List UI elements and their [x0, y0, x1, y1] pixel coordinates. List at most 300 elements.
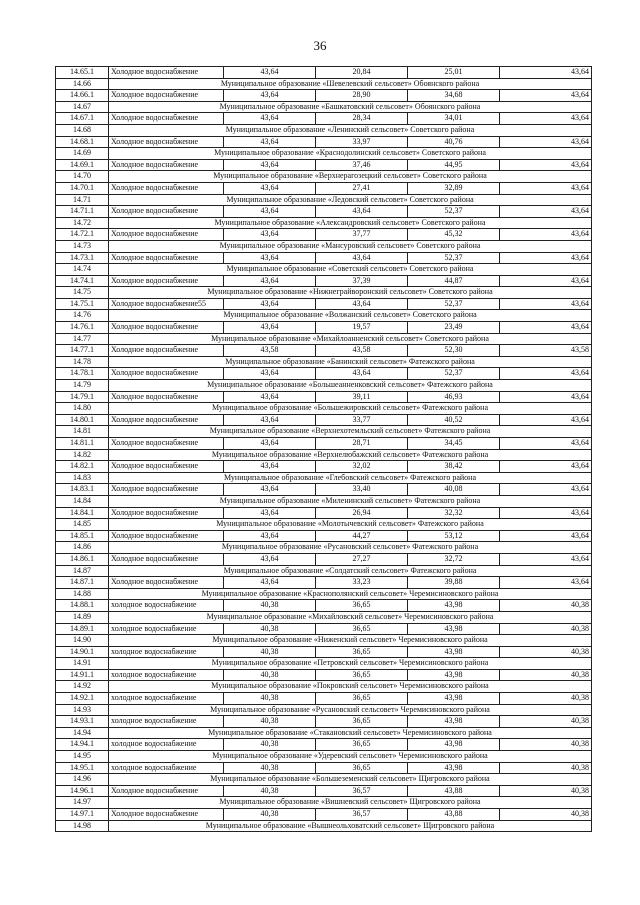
value-cell: 43,64 [500, 438, 592, 450]
value-cell: 40,38 [224, 762, 316, 774]
value-cell: 40,38 [500, 600, 592, 612]
section-header-row [56, 658, 592, 670]
value-cell: 36,65 [316, 600, 408, 612]
value-cell: 43,98 [408, 716, 500, 728]
value-cell: 40,38 [224, 693, 316, 705]
table-row [56, 646, 592, 658]
row-number: 14.80 [56, 403, 109, 415]
value-cell: 52,37 [408, 368, 500, 380]
value-cell: 43,98 [408, 762, 500, 774]
value-cell: 44,87 [408, 275, 500, 287]
row-number: 14.75.1 [56, 298, 109, 310]
value-cell: 40,38 [224, 809, 316, 821]
section-header-row [56, 403, 592, 415]
section-header-row [56, 449, 592, 461]
table-row [56, 252, 592, 264]
service-name: Холодное водоснабжение [109, 252, 224, 264]
row-number: 14.93.1 [56, 716, 109, 728]
value-cell: 43,64 [224, 275, 316, 287]
service-name: Холодное водоснабжение [109, 438, 224, 450]
row-number: 14.70.1 [56, 182, 109, 194]
section-header-row [56, 565, 592, 577]
section-header-row [56, 611, 592, 623]
municipality-title: Муниципальное образование «Краснодолинский сельсовет» Советского района [109, 148, 592, 160]
value-cell: 43,64 [224, 391, 316, 403]
value-cell: 43,64 [224, 206, 316, 218]
service-name: Холодное водоснабжение [109, 182, 224, 194]
row-number: 14.78 [56, 356, 109, 368]
table-row [56, 67, 592, 79]
row-number: 14.96 [56, 774, 109, 786]
value-cell: 20,84 [316, 67, 408, 79]
service-name: Холодное водоснабжение [109, 553, 224, 565]
row-number: 14.80.1 [56, 414, 109, 426]
value-cell: 28,90 [316, 90, 408, 102]
service-name: холодное водоснабжение [109, 762, 224, 774]
value-cell: 44,27 [316, 530, 408, 542]
value-cell: 43,64 [224, 484, 316, 496]
municipality-title: Муниципальное образование «Большеземенский сельсовет» Щигровского района [109, 774, 592, 786]
section-header-row [56, 704, 592, 716]
section-header-row [56, 635, 592, 647]
value-cell: 33,23 [316, 577, 408, 589]
value-cell: 45,32 [408, 229, 500, 241]
service-name: Холодное водоснабжение [109, 484, 224, 496]
service-name: Холодное водоснабжение [109, 322, 224, 334]
municipality-title: Муниципальное образование «Петровский сельсовет» Черемисиновского района [109, 658, 592, 670]
value-cell: 43,64 [224, 322, 316, 334]
row-number: 14.71 [56, 194, 109, 206]
row-number: 14.73.1 [56, 252, 109, 264]
table-row [56, 600, 592, 612]
row-number: 14.67 [56, 101, 109, 113]
row-number: 14.93 [56, 704, 109, 716]
municipality-title: Муниципальное образование «Миленинский сельсовет» Фатежского района [109, 495, 592, 507]
value-cell: 43,64 [500, 229, 592, 241]
table-row [56, 809, 592, 821]
value-cell: 43,58 [316, 345, 408, 357]
section-header-row [56, 217, 592, 229]
row-number: 14.89.1 [56, 623, 109, 635]
value-cell: 43,64 [500, 530, 592, 542]
value-cell: 40,38 [500, 809, 592, 821]
municipality-title: Муниципальное образование «Верхнерагозецкий сельсовет» Советского района [109, 171, 592, 183]
row-number: 14.81.1 [56, 438, 109, 450]
value-cell: 40,38 [500, 669, 592, 681]
value-cell: 43,64 [224, 507, 316, 519]
row-number: 14.69 [56, 148, 109, 160]
section-header-row [56, 588, 592, 600]
row-number: 14.90 [56, 635, 109, 647]
value-cell: 36,65 [316, 762, 408, 774]
value-cell: 43,64 [500, 113, 592, 125]
table-row [56, 206, 592, 218]
row-number: 14.66 [56, 78, 109, 90]
section-header-row [56, 194, 592, 206]
section-header-row [56, 310, 592, 322]
row-number: 14.90.1 [56, 646, 109, 658]
value-cell: 43,98 [408, 693, 500, 705]
service-name: Холодное водоснабжение [109, 345, 224, 357]
table-row [56, 507, 592, 519]
row-number: 14.92 [56, 681, 109, 693]
municipality-title: Муниципальное образование «Большеанненковский сельсовет» Фатежского района [109, 380, 592, 392]
table-row [56, 669, 592, 681]
value-cell: 40,38 [224, 646, 316, 658]
section-header-row [56, 797, 592, 809]
table-row [56, 345, 592, 357]
value-cell: 43,98 [408, 646, 500, 658]
service-name: Холодное водоснабжение [109, 159, 224, 171]
service-name: Холодное водоснабжение [109, 507, 224, 519]
value-cell: 33,77 [316, 414, 408, 426]
row-number: 14.83 [56, 472, 109, 484]
row-number: 14.79.1 [56, 391, 109, 403]
value-cell: 43,64 [500, 136, 592, 148]
tariff-table [55, 66, 592, 832]
value-cell: 43,64 [224, 298, 316, 310]
value-cell: 43,64 [224, 414, 316, 426]
value-cell: 40,38 [500, 646, 592, 658]
value-cell: 43,64 [500, 553, 592, 565]
value-cell: 53,12 [408, 530, 500, 542]
service-name: холодное водоснабжение [109, 623, 224, 635]
value-cell: 27,41 [316, 182, 408, 194]
service-name: холодное водоснабжение [109, 646, 224, 658]
table-row [56, 322, 592, 334]
value-cell: 43,64 [500, 414, 592, 426]
row-number: 14.95.1 [56, 762, 109, 774]
section-header-row [56, 264, 592, 276]
service-name: Холодное водоснабжение [109, 90, 224, 102]
value-cell: 43,64 [500, 182, 592, 194]
value-cell: 46,93 [408, 391, 500, 403]
table-row [56, 414, 592, 426]
service-name: Холодное водоснабжение [109, 414, 224, 426]
value-cell: 27,27 [316, 553, 408, 565]
municipality-title: Муниципальное образование «Нижнеграйворонский сельсовет» Советского района [109, 287, 592, 299]
value-cell: 43,64 [500, 159, 592, 171]
municipality-title: Муниципальное образование «Башкатовский сельсовет» Обоянского района [109, 101, 592, 113]
row-number: 14.85 [56, 519, 109, 531]
value-cell: 36,57 [316, 809, 408, 821]
section-header-row [56, 148, 592, 160]
value-cell: 36,65 [316, 669, 408, 681]
table-row [56, 553, 592, 565]
section-header-row [56, 774, 592, 786]
value-cell: 40,38 [500, 693, 592, 705]
row-number: 14.76.1 [56, 322, 109, 334]
row-number: 14.70 [56, 171, 109, 183]
value-cell: 43,98 [408, 739, 500, 751]
value-cell: 43,64 [500, 368, 592, 380]
table-row [56, 391, 592, 403]
row-number: 14.94.1 [56, 739, 109, 751]
value-cell: 43,64 [316, 252, 408, 264]
table-row [56, 762, 592, 774]
municipality-title: Муниципальное образование «Стакановский сельсовет» Черемисиновского района [109, 727, 592, 739]
value-cell: 32,72 [408, 553, 500, 565]
row-number: 14.73 [56, 240, 109, 252]
table-row [56, 159, 592, 171]
row-number: 14.88.1 [56, 600, 109, 612]
municipality-title: Муниципальное образование «Ленинский сельсовет» Советского района [109, 124, 592, 136]
value-cell: 33,97 [316, 136, 408, 148]
row-number: 14.88 [56, 588, 109, 600]
page-number: 36 [313, 38, 327, 53]
table-row [56, 113, 592, 125]
value-cell: 43,64 [224, 530, 316, 542]
municipality-title: Муниципальное образование «Удеревский сельсовет» Черемисиновского района [109, 751, 592, 763]
municipality-title: Муниципальное образование «Волжанский сельсовет» Советского района [109, 310, 592, 322]
value-cell: 43,88 [408, 809, 500, 821]
value-cell: 43,64 [500, 391, 592, 403]
municipality-title: Муниципальное образование «Русановский сельсовет» Черемисиновского района [109, 704, 592, 716]
row-number: 14.67.1 [56, 113, 109, 125]
value-cell: 40,38 [500, 716, 592, 728]
value-cell: 25,01 [408, 67, 500, 79]
row-number: 14.68.1 [56, 136, 109, 148]
section-header-row [56, 519, 592, 531]
section-header-row [56, 380, 592, 392]
value-cell: 39,11 [316, 391, 408, 403]
service-name: Холодное водоснабжение [109, 113, 224, 125]
table-row [56, 229, 592, 241]
value-cell: 40,08 [408, 484, 500, 496]
value-cell: 40,38 [500, 762, 592, 774]
row-number: 14.87 [56, 565, 109, 577]
row-number: 14.84.1 [56, 507, 109, 519]
row-number: 14.72 [56, 217, 109, 229]
value-cell: 40,38 [500, 739, 592, 751]
municipality-title: Муниципальное образование «Верхнелюбажский сельсовет» Фатежского района [109, 449, 592, 461]
value-cell: 52,37 [408, 206, 500, 218]
row-number: 14.79 [56, 380, 109, 392]
table-row [56, 785, 592, 797]
row-number: 14.92.1 [56, 693, 109, 705]
value-cell: 43,98 [408, 669, 500, 681]
value-cell: 37,39 [316, 275, 408, 287]
value-cell: 40,38 [224, 739, 316, 751]
value-cell: 34,01 [408, 113, 500, 125]
municipality-title: Муниципальное образование «Александровский сельсовет» Советского района [109, 217, 592, 229]
section-header-row [56, 751, 592, 763]
value-cell: 19,57 [316, 322, 408, 334]
table-row [56, 438, 592, 450]
row-number: 14.68 [56, 124, 109, 136]
service-name: холодное водоснабжение [109, 716, 224, 728]
service-name: холодное водоснабжение [109, 669, 224, 681]
value-cell: 43,64 [316, 298, 408, 310]
table-row [56, 693, 592, 705]
service-name: Холодное водоснабжение [109, 368, 224, 380]
row-number: 14.97.1 [56, 809, 109, 821]
value-cell: 40,38 [224, 623, 316, 635]
section-header-row [56, 356, 592, 368]
value-cell: 52,37 [408, 298, 500, 310]
value-cell: 43,64 [224, 368, 316, 380]
value-cell: 36,57 [316, 785, 408, 797]
row-number: 14.87.1 [56, 577, 109, 589]
section-header-row [56, 78, 592, 90]
section-header-row [56, 542, 592, 554]
value-cell: 40,38 [500, 785, 592, 797]
municipality-title: Муниципальное образование «Ниженский сельсовет» Черемисиновского района [109, 635, 592, 647]
section-header-row [56, 681, 592, 693]
section-header-row [56, 171, 592, 183]
value-cell: 43,64 [500, 252, 592, 264]
value-cell: 28,71 [316, 438, 408, 450]
row-number: 14.98 [56, 820, 109, 832]
value-cell: 43,64 [224, 113, 316, 125]
table-row [56, 275, 592, 287]
value-cell: 43,64 [224, 159, 316, 171]
value-cell: 43,64 [224, 229, 316, 241]
row-number: 14.86.1 [56, 553, 109, 565]
row-number: 14.74 [56, 264, 109, 276]
service-name: Холодное водоснабжение [109, 785, 224, 797]
value-cell: 43,64 [316, 206, 408, 218]
municipality-title: Муниципальное образование «Михайловский сельсовет» Черемисиновского района [109, 611, 592, 623]
value-cell: 37,77 [316, 229, 408, 241]
municipality-title: Муниципальное образование «Русановский сельсовет» Фатежского района [109, 542, 592, 554]
service-name: Холодное водоснабжение [109, 275, 224, 287]
service-name: Холодное водоснабжение [109, 206, 224, 218]
value-cell: 43,58 [224, 345, 316, 357]
municipality-title: Муниципальное образование «Михайлоанненский сельсовет» Советского района [109, 333, 592, 345]
service-name: Холодное водоснабжение [109, 809, 224, 821]
section-header-row [56, 240, 592, 252]
value-cell: 37,46 [316, 159, 408, 171]
row-number: 14.91.1 [56, 669, 109, 681]
municipality-title: Муниципальное образование «Глебовский сельсовет» Фатежского района [109, 472, 592, 484]
row-number: 14.91 [56, 658, 109, 670]
row-number: 14.85.1 [56, 530, 109, 542]
value-cell: 36,65 [316, 646, 408, 658]
municipality-title: Муниципальное образование «Советский сельсовет» Советского района [109, 264, 592, 276]
service-name: холодное водоснабжение [109, 600, 224, 612]
service-name: Холодное водоснабжение55 [109, 298, 224, 310]
value-cell: 52,37 [408, 252, 500, 264]
row-number: 14.83.1 [56, 484, 109, 496]
value-cell: 43,64 [224, 67, 316, 79]
row-number: 14.95 [56, 751, 109, 763]
value-cell: 43,64 [500, 322, 592, 334]
value-cell: 43,64 [500, 507, 592, 519]
value-cell: 43,64 [500, 206, 592, 218]
value-cell: 43,64 [500, 484, 592, 496]
value-cell: 44,95 [408, 159, 500, 171]
row-number: 14.75 [56, 287, 109, 299]
value-cell: 34,68 [408, 90, 500, 102]
value-cell: 40,38 [224, 785, 316, 797]
value-cell: 40,76 [408, 136, 500, 148]
table-row [56, 461, 592, 473]
section-header-row [56, 727, 592, 739]
value-cell: 28,34 [316, 113, 408, 125]
row-number: 14.82 [56, 449, 109, 461]
row-number: 14.94 [56, 727, 109, 739]
table-row [56, 623, 592, 635]
section-header-row [56, 426, 592, 438]
value-cell: 43,98 [408, 623, 500, 635]
table-row [56, 182, 592, 194]
value-cell: 43,64 [500, 90, 592, 102]
value-cell: 43,64 [224, 461, 316, 473]
table-row [56, 368, 592, 380]
section-header-row [56, 472, 592, 484]
table-row [56, 716, 592, 728]
value-cell: 32,89 [408, 182, 500, 194]
value-cell: 43,64 [224, 182, 316, 194]
service-name: холодное водоснабжение [109, 739, 224, 751]
service-name: Холодное водоснабжение [109, 136, 224, 148]
section-header-row [56, 333, 592, 345]
value-cell: 32,32 [408, 507, 500, 519]
row-number: 14.89 [56, 611, 109, 623]
value-cell: 26,94 [316, 507, 408, 519]
section-header-row [56, 495, 592, 507]
table-row [56, 577, 592, 589]
municipality-title: Муниципальное образование «Мансуровский сельсовет» Советского района [109, 240, 592, 252]
service-name: Холодное водоснабжение [109, 461, 224, 473]
value-cell: 36,65 [316, 693, 408, 705]
table-row [56, 136, 592, 148]
row-number: 14.65.1 [56, 67, 109, 79]
section-header-row [56, 287, 592, 299]
value-cell: 36,65 [316, 623, 408, 635]
row-number: 14.76 [56, 310, 109, 322]
row-number: 14.97 [56, 797, 109, 809]
value-cell: 43,64 [316, 368, 408, 380]
value-cell: 36,65 [316, 716, 408, 728]
value-cell: 43,98 [408, 600, 500, 612]
value-cell: 40,38 [224, 600, 316, 612]
value-cell: 43,64 [500, 461, 592, 473]
municipality-title: Муниципальное образование «Вишневский сельсовет» Щигровского района [109, 797, 592, 809]
row-number: 14.84 [56, 495, 109, 507]
value-cell: 43,64 [500, 275, 592, 287]
municipality-title: Муниципальное образование «Большежировский сельсовет» Фатежского района [109, 403, 592, 415]
row-number: 14.74.1 [56, 275, 109, 287]
value-cell: 38,42 [408, 461, 500, 473]
municipality-title: Муниципальное образование «Банинский сельсовет» Фатежского района [109, 356, 592, 368]
municipality-title: Муниципальное образование «Верхнехотемльский сельсовет» Фатежского района [109, 426, 592, 438]
municipality-title: Муниципальное образование «Ледовский сельсовет» Советского района [109, 194, 592, 206]
value-cell: 43,64 [224, 577, 316, 589]
row-number: 14.72.1 [56, 229, 109, 241]
row-number: 14.77 [56, 333, 109, 345]
row-number: 14.71.1 [56, 206, 109, 218]
row-number: 14.86 [56, 542, 109, 554]
municipality-title: Муниципальное образование «Шевелевский сельсовет» Обоянского района [109, 78, 592, 90]
row-number: 14.96.1 [56, 785, 109, 797]
value-cell: 43,64 [224, 438, 316, 450]
municipality-title: Муниципальное образование «Молотычевский сельсовет» Фатежского района [109, 519, 592, 531]
value-cell: 43,64 [500, 577, 592, 589]
table-row [56, 530, 592, 542]
table-row [56, 90, 592, 102]
row-number: 14.66.1 [56, 90, 109, 102]
municipality-title: Муниципальное образование «Покровский сельсовет» Черемисиновского района [109, 681, 592, 693]
value-cell: 40,38 [224, 669, 316, 681]
service-name: Холодное водоснабжение [109, 577, 224, 589]
value-cell: 43,64 [224, 252, 316, 264]
row-number: 14.78.1 [56, 368, 109, 380]
service-name: Холодное водоснабжение [109, 530, 224, 542]
value-cell: 43,64 [500, 67, 592, 79]
section-header-row [56, 124, 592, 136]
